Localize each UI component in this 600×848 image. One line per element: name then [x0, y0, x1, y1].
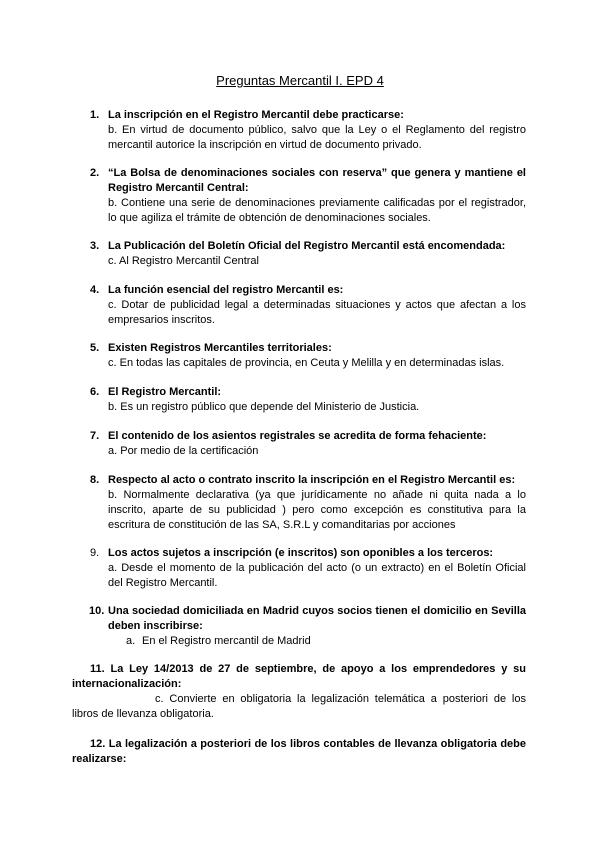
- question-item: [90, 385, 526, 415]
- answer-text: b. Contiene una serie de denominaciones previamente calificadas por el registrador, lo que agiliza el trámite de obtención de denominaciones sociales.: [108, 197, 526, 224]
- answer-marker: a.: [126, 635, 136, 647]
- question-number: 10.: [89, 605, 105, 617]
- answer-text: b. Es un registro público que depende del Ministerio de Justicia.: [108, 401, 420, 413]
- answer-text: En el Registro mercantil de Madrid: [142, 635, 311, 647]
- question-text: “La Bolsa de denominaciones sociales con reserva” que genera y mantiene el Registro Mercantil Central:: [108, 167, 526, 194]
- answer-text: a. Por medio de la certificación: [108, 445, 259, 457]
- question-number: 11.: [90, 663, 105, 675]
- question-number: 1.: [90, 109, 100, 121]
- question-item: [89, 604, 526, 649]
- answer-text: a. Desde el momento de la publicación del acto (o un extracto) en el Boletín Oficial del Registro Mercantil.: [108, 562, 526, 589]
- question-text: Existen Registros Mercantiles territoriales:: [108, 342, 332, 354]
- question-item: [90, 546, 526, 591]
- question-item: [72, 737, 526, 767]
- question-text: La legalización a posteriori de los libros contables de llevanza obligatoria debe realizarse:: [72, 738, 526, 765]
- question-number: 5.: [90, 342, 100, 354]
- answer-text: c. Dotar de publicidad legal a determinadas situaciones y actos que afectan a los empresarios inscritos.: [108, 299, 526, 326]
- question-number: 3.: [90, 240, 100, 252]
- question-text: La función esencial del registro Mercantil es:: [108, 284, 344, 296]
- question-number: 8.: [90, 474, 100, 486]
- question-item: [90, 166, 526, 226]
- answer-text: b. En virtud de documento público, salvo que la Ley o el Reglamento del registro mercantil autorice la inscripción en virtud de documento privado.: [108, 124, 526, 151]
- question-item: [72, 662, 526, 722]
- question-number: 12.: [90, 738, 106, 750]
- question-item: [90, 341, 526, 371]
- answer-text: c. Convierte en obligatoria la legalización telemática a posteriori de los libros de llevanza obligatoria.: [72, 693, 526, 720]
- question-text: La Publicación del Boletín Oficial del Registro Mercantil está encomendada:: [108, 240, 506, 252]
- question-text: Los actos sujetos a inscripción (e inscritos) son oponibles a los terceros:: [108, 547, 494, 559]
- question-text: Una sociedad domiciliada en Madrid cuyos socios tienen el domicilio en Sevilla deben inscribirse:: [108, 605, 526, 632]
- question-item: [90, 108, 526, 153]
- question-number: 6.: [90, 386, 100, 398]
- question-text: Respecto al acto o contrato inscrito la inscripción en el Registro Mercantil es:: [108, 474, 516, 486]
- question-item: [90, 473, 526, 533]
- question-item: [90, 239, 526, 269]
- question-text: El Registro Mercantil:: [108, 386, 222, 398]
- page-title: Preguntas Mercantil I. EPD 4: [216, 73, 384, 88]
- question-number: 7.: [90, 430, 100, 442]
- question-item: [90, 283, 526, 328]
- question-number: 4.: [90, 284, 100, 296]
- question-text: La Ley 14/2013 de 27 de septiembre, de apoyo a los emprendedores y su internacionalización:: [72, 663, 526, 690]
- question-item: [90, 429, 526, 459]
- answer-text: c. En todas las capitales de provincia, en Ceuta y Melilla y en determinadas islas.: [108, 357, 505, 369]
- question-number: 9.: [90, 547, 100, 559]
- question-text: El contenido de los asientos registrales se acredita de forma fehaciente:: [108, 430, 487, 442]
- answer-line: [108, 634, 526, 649]
- question-line: [72, 737, 526, 767]
- answer-text: c. Al Registro Mercantil Central: [108, 255, 259, 267]
- answer-text: b. Normalmente declarativa (ya que jurídicamente no añade ni quita nada a lo inscrito, aparte de su publicidad ) pero como excepción es constitutiva para la escritura de constitución de las SA, S.R.L y comanditarias por acciones: [108, 489, 526, 531]
- question-text: La inscripción en el Registro Mercantil debe practicarse:: [108, 109, 404, 121]
- question-line: [72, 662, 526, 692]
- question-number: 2.: [90, 167, 100, 179]
